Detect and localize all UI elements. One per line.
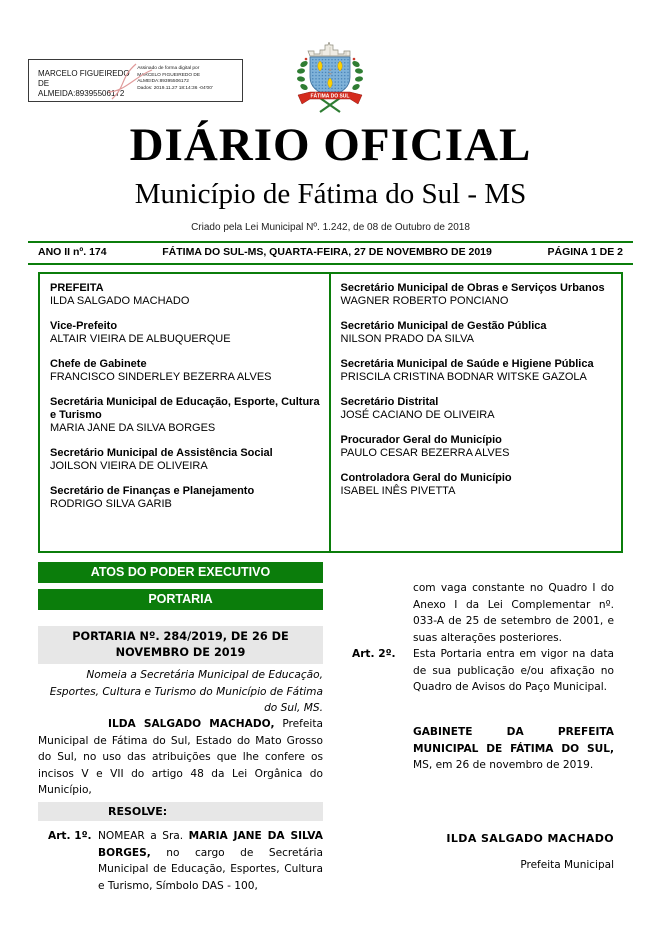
- gabinete-rest: MS, em 26 de novembro de 2019.: [413, 759, 594, 771]
- ribbon-icon: [298, 92, 362, 104]
- official-entry: [341, 396, 614, 422]
- crown-icon: [308, 42, 350, 56]
- official-title: Controladora Geral do Município: [340, 472, 512, 484]
- official-name: ISABEL INÊS PIVETTA: [340, 485, 456, 497]
- stamp-name-line2: ALMEIDA:89395506172: [38, 89, 125, 98]
- signature-role: Prefeita Municipal: [520, 859, 614, 871]
- article-2-text: Esta Portaria entra em vigor na data de sua publicação e/ou afixação no Quadro de Avisos do Paço Municipal.: [413, 648, 614, 693]
- official-entry: [50, 447, 321, 473]
- portaria-preamble: [38, 716, 323, 799]
- official-name: ILDA SALGADO MACHADO: [50, 295, 190, 307]
- official-title: Secretário Municipal de Assistência Social: [50, 447, 273, 459]
- official-name: NILSON PRADO DA SILVA: [340, 333, 474, 345]
- signature-name: ILDA SALGADO MACHADO: [446, 832, 614, 845]
- ribbon-text: FÁTIMA DO SUL: [310, 93, 350, 100]
- creation-law-line: Criado pela Lei Municipal Nº. 1.242, de 08 de Outubro de 2018: [191, 222, 470, 233]
- officials-box: [38, 272, 623, 553]
- bottom-rule: [28, 263, 633, 265]
- edition-number: ANO II nº. 174: [38, 246, 107, 258]
- article-1: [38, 828, 323, 894]
- officials-column-left: [40, 274, 331, 551]
- preamble-signer-name: ILDA SALGADO MACHADO,: [108, 718, 275, 730]
- stamp-detail-line1: Assinado de forma digital por: [137, 66, 200, 71]
- article-1-label: Art. 1º.: [48, 830, 92, 842]
- official-name: PAULO CESAR BEZERRA ALVES: [340, 447, 510, 459]
- stamp-detail-line2: MARCELO FIGUEIREDO DE: [137, 72, 201, 78]
- official-name: MARIA JANE DA SILVA BORGES: [50, 422, 216, 434]
- top-rule: [28, 241, 633, 243]
- official-title: Secretário Distrital: [340, 396, 439, 408]
- digital-signature-stamp: [28, 59, 243, 102]
- resolve-bar: RESOLVE:: [38, 802, 323, 821]
- official-entry: [341, 358, 614, 384]
- article-2-label: Art. 2º.: [352, 648, 396, 660]
- portaria-ementa: Nomeia a Secretária Municipal de Educação, Esportes, Cultura e Turismo do Município de Fátima do Sul, MS.: [49, 669, 323, 714]
- official-entry: [341, 472, 614, 498]
- section-banner-portaria: PORTARIA: [38, 589, 323, 610]
- gabinete-bold: GABINETE DA PREFEITA MUNICIPAL DE FÁTIMA DO SUL,: [413, 726, 614, 755]
- official-title: Secretário de Finanças e Planejamento: [50, 485, 255, 497]
- official-name: ALTAIR VIEIRA DE ALBUQUERQUE: [50, 333, 231, 345]
- official-entry: [341, 434, 614, 460]
- official-entry: [50, 282, 321, 308]
- portaria-heading: PORTARIA Nº. 284/2019, DE 26 DE NOVEMBRO DE 2019: [38, 626, 323, 664]
- article-1-text: [98, 828, 323, 894]
- stamp-detail-line4: Dados: 2019.11.27 18:14:36 -04'00': [137, 85, 213, 91]
- stamp-name-line1: MARCELO FIGUEIREDO DE: [38, 69, 130, 88]
- official-title: Secretária Municipal de Saúde e Higiene Pública: [340, 358, 594, 370]
- signature-details: [133, 60, 242, 101]
- official-title: Secretário Municipal de Gestão Pública: [340, 320, 547, 332]
- article-1-continuation: com vaga constante no Quadro I do Anexo I da Lei Complementar nº. 033-A de 25 de setembro de 2001, e suas alterações posteriores.: [413, 582, 614, 644]
- official-title: Procurador Geral do Município: [340, 434, 502, 446]
- article-1-appointee: MARIA JANE DA SILVA BORGES,: [98, 830, 323, 859]
- gazette-title: DIÁRIO OFICIAL: [129, 119, 532, 171]
- page-indicator: PÁGINA 1 DE 2: [547, 246, 623, 258]
- official-name: JOSÉ CACIANO DE OLIVEIRA: [340, 409, 495, 421]
- official-title: Secretário Municipal de Obras e Serviços Urbanos: [340, 282, 605, 294]
- coat-of-arms: [292, 42, 368, 116]
- gazette-subtitle: Município de Fátima do Sul - MS: [134, 178, 527, 210]
- official-entry: [50, 358, 321, 384]
- official-name: PRISCILA CRISTINA BODNAR WITSKE GAZOLA: [340, 371, 587, 383]
- official-title: Vice-Prefeito: [50, 320, 118, 332]
- section-banner-atos: ATOS DO PODER EXECUTIVO: [38, 562, 323, 583]
- official-title: Secretária Municipal de Educação, Esporte, Cultura e Turismo: [50, 396, 320, 421]
- official-name: JOILSON VIEIRA DE OLIVEIRA: [50, 460, 208, 472]
- official-name: WAGNER ROBERTO PONCIANO: [340, 295, 509, 307]
- official-name: FRANCISCO SINDERLEY BEZERRA ALVES: [50, 371, 272, 383]
- official-entry: [341, 282, 614, 308]
- edition-bar: [28, 246, 633, 258]
- signer-certificate-name: [29, 60, 133, 101]
- official-entry: [341, 320, 614, 346]
- official-entry: [50, 396, 321, 435]
- gabinete-closing: [413, 724, 614, 774]
- article-1-part2: no cargo de Secretária Municipal de Educação, Esportes, Cultura e Turismo, Símbolo DAS - 100,: [98, 846, 323, 892]
- official-entry: [50, 485, 321, 511]
- preamble-text: Prefeita Municipal de Fátima do Sul, Estado do Mato Grosso do Sul, no uso das atribuições que lhe confere os incisos V e VII do artigo 48 da Lei Orgânica do Município,: [38, 718, 323, 796]
- article-2: [340, 646, 614, 696]
- official-title: PREFEITA: [50, 282, 104, 294]
- shield-icon: [310, 57, 350, 96]
- crossed-stems-icon: [320, 98, 340, 112]
- article-1-part1: NOMEAR a Sra.: [98, 830, 189, 842]
- officials-column-right: [331, 274, 622, 551]
- official-entry: [50, 320, 321, 346]
- stamp-detail-line3: ALMEIDA:89395506172: [137, 79, 189, 85]
- official-name: RODRIGO SILVA GARIB: [50, 498, 172, 510]
- official-title: Chefe de Gabinete: [50, 358, 147, 370]
- edition-date: FÁTIMA DO SUL-MS, QUARTA-FEIRA, 27 DE NOVEMBRO DE 2019: [162, 246, 492, 258]
